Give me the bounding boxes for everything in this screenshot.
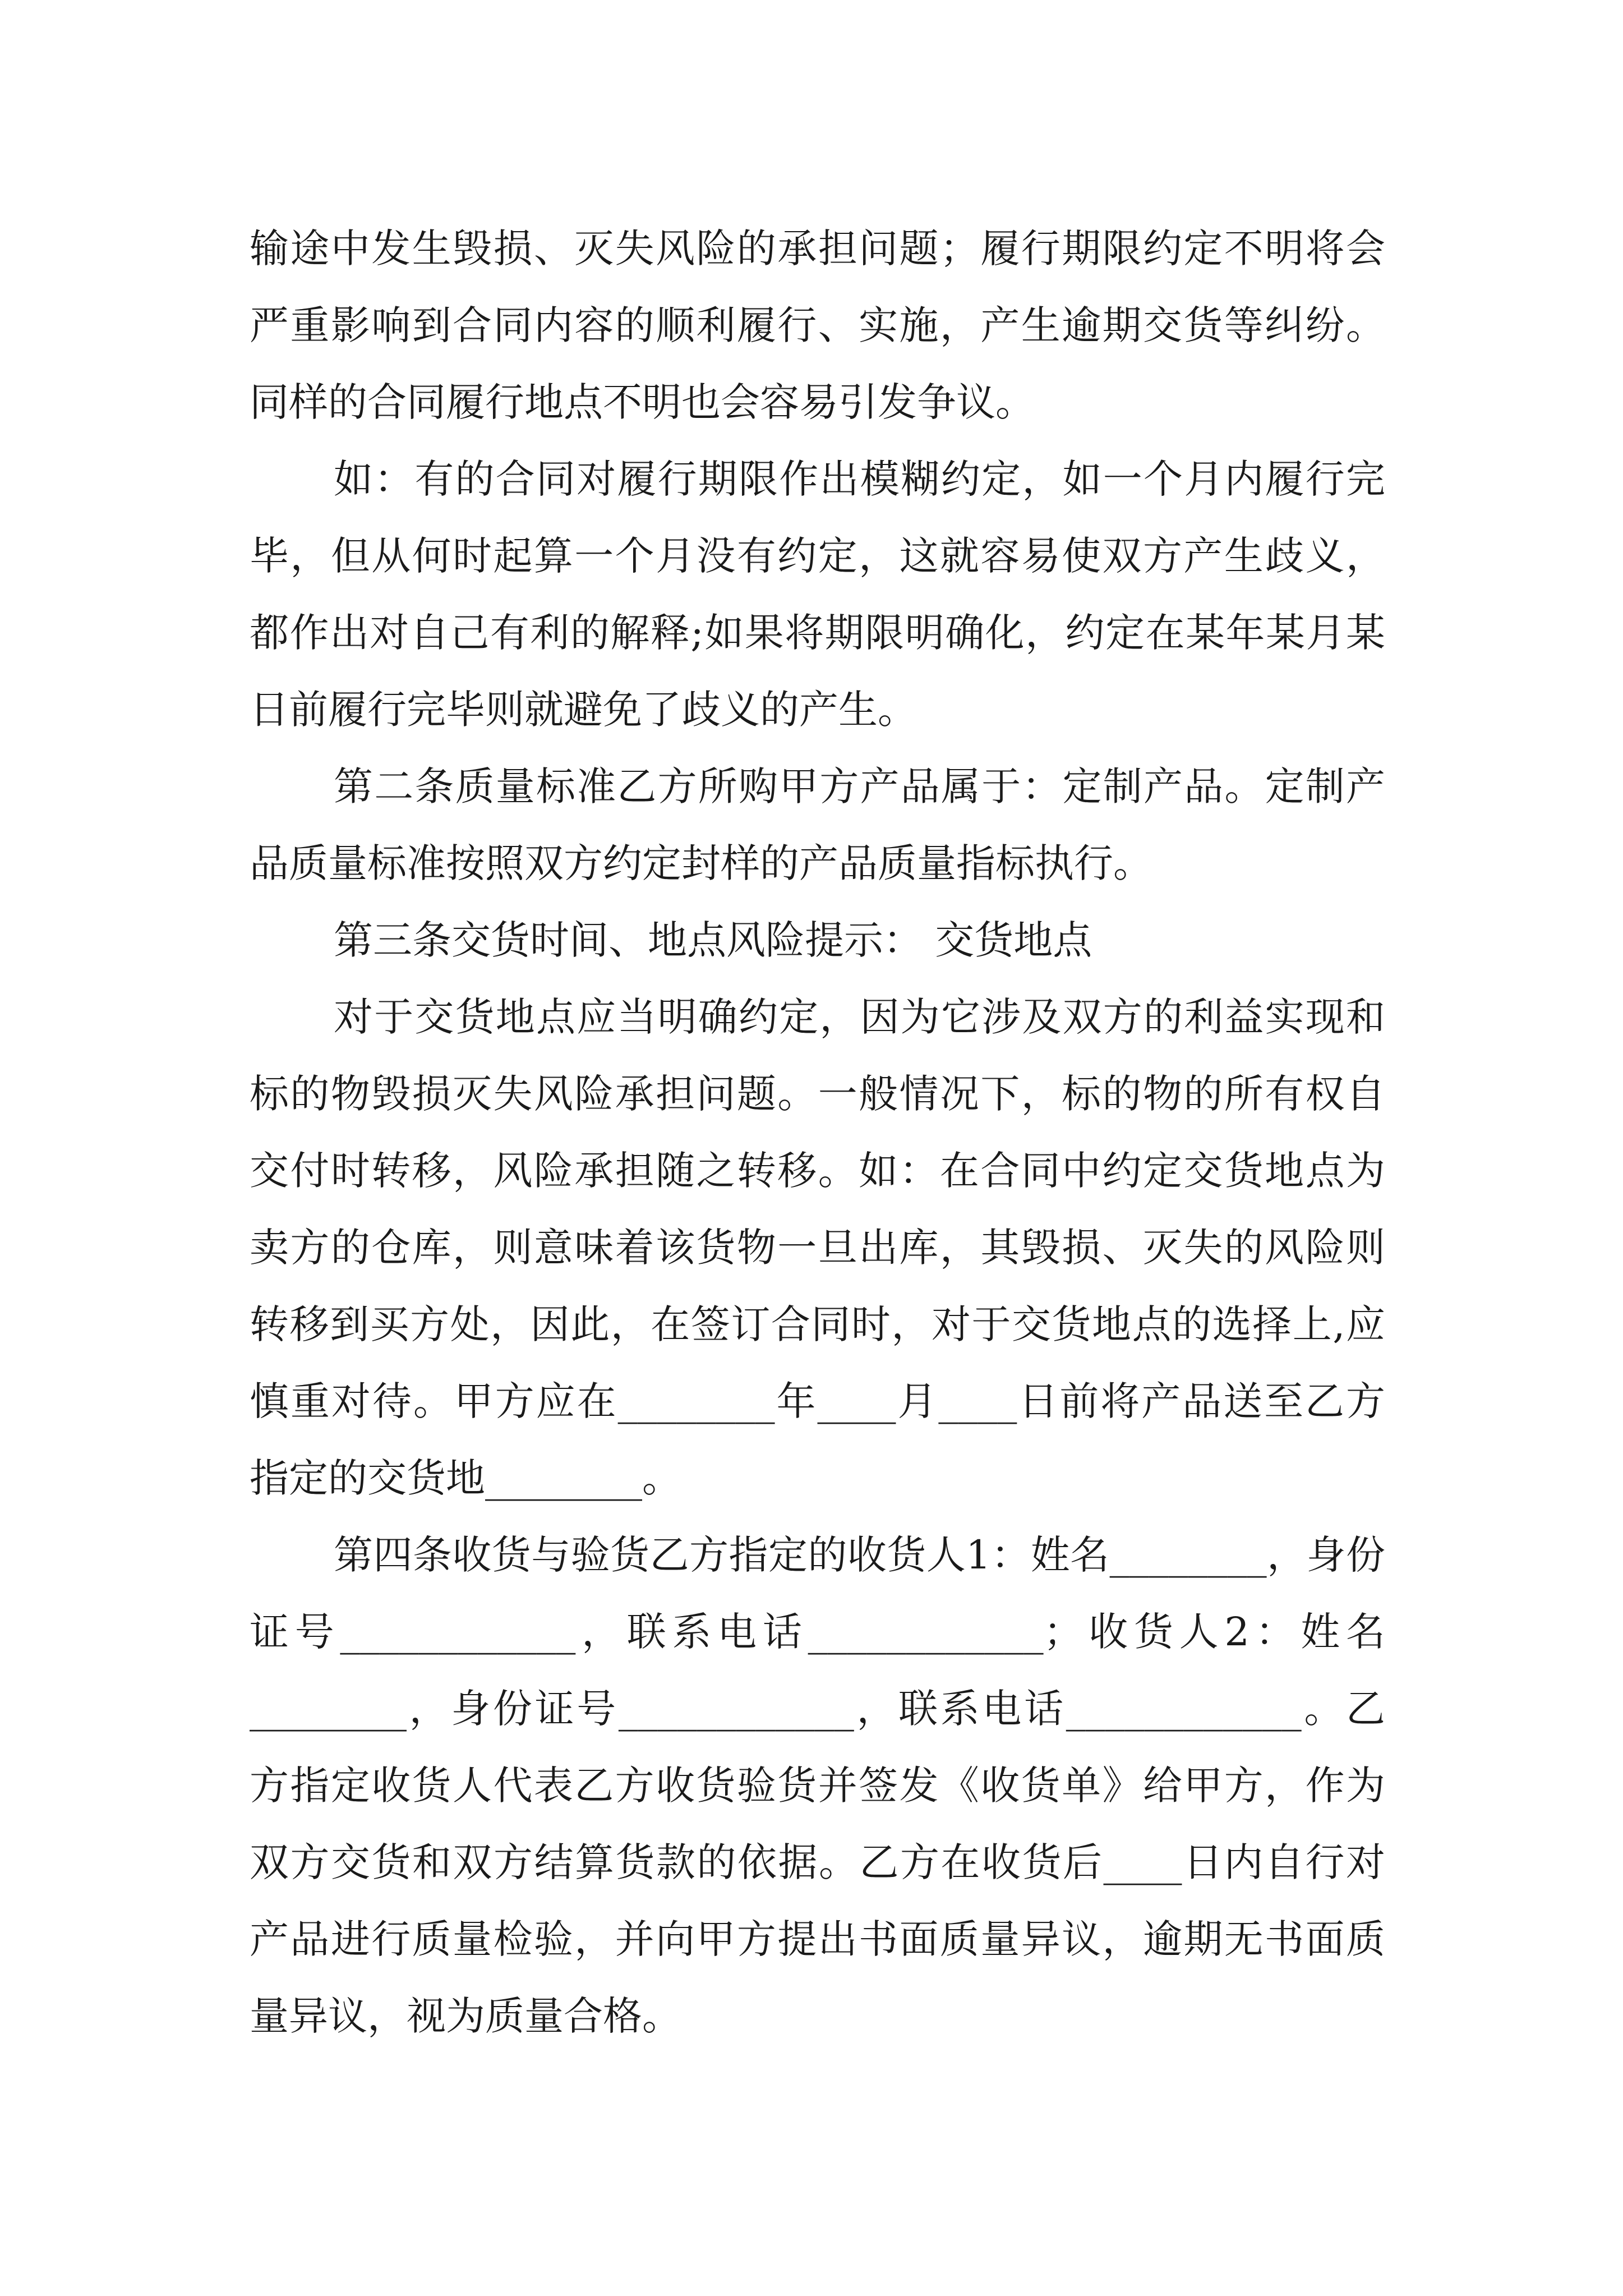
paragraph-article-2-quality: 第二条质量标准乙方所购甲方产品属于：定制产品。定制产品质量标准按照双方约定封样的产品质量指标执行。 <box>250 763 1385 886</box>
paragraph-continuation: 输途中发生毁损、灭失风险的承担问题；履行期限约定不明将会严重影响到合同内容的顺利履行、实施，产生逾期交货等纠纷。同样的合同履行地点不明也会容易引发争议。 <box>250 226 1385 425</box>
paragraph-example: 如：有的合同对履行期限作出模糊约定，如一个月内履行完毕，但从何时起算一个月没有约定，这就容易使双方产生歧义，都作出对自己有利的解释;如果将期限明确化，约定在某年某月某日前履行完毕则就避免了歧义的产生。 <box>250 456 1385 733</box>
document-body <box>250 210 1385 2055</box>
paragraph-article-4-receiving: 第四条收货与验货乙方指定的收货人1：姓名________，身份证号____________，联系电话____________；收货人2：姓名________，身份证号____________，联系电话____________。乙方指定收货人代表乙方收货验货并签发《收货单》给甲方，作为双方交货和双方结算货款的依据。乙方在收货后____日内自行对产品进行质量检验，并向甲方提出书面质量异议，逾期无书面质量异议，视为质量合格。 <box>250 1532 1385 2039</box>
paragraph-delivery-location: 对于交货地点应当明确约定，因为它涉及双方的利益实现和标的物毁损灭失风险承担问题。一般情况下，标的物的所有权自交付时转移，风险承担随之转移。如：在合同中约定交货地点为卖方的仓库，则意味着该货物一旦出库，其毁损、灭失的风险则转移到买方处，因此，在签订合同时，对于交货地点的选择上,应慎重对待。甲方应在________年____月____日前将产品送至乙方指定的交货地________。 <box>250 994 1385 1501</box>
paragraph-article-3-heading: 第三条交货时间、地点风险提示： 交货地点 <box>334 917 1092 963</box>
